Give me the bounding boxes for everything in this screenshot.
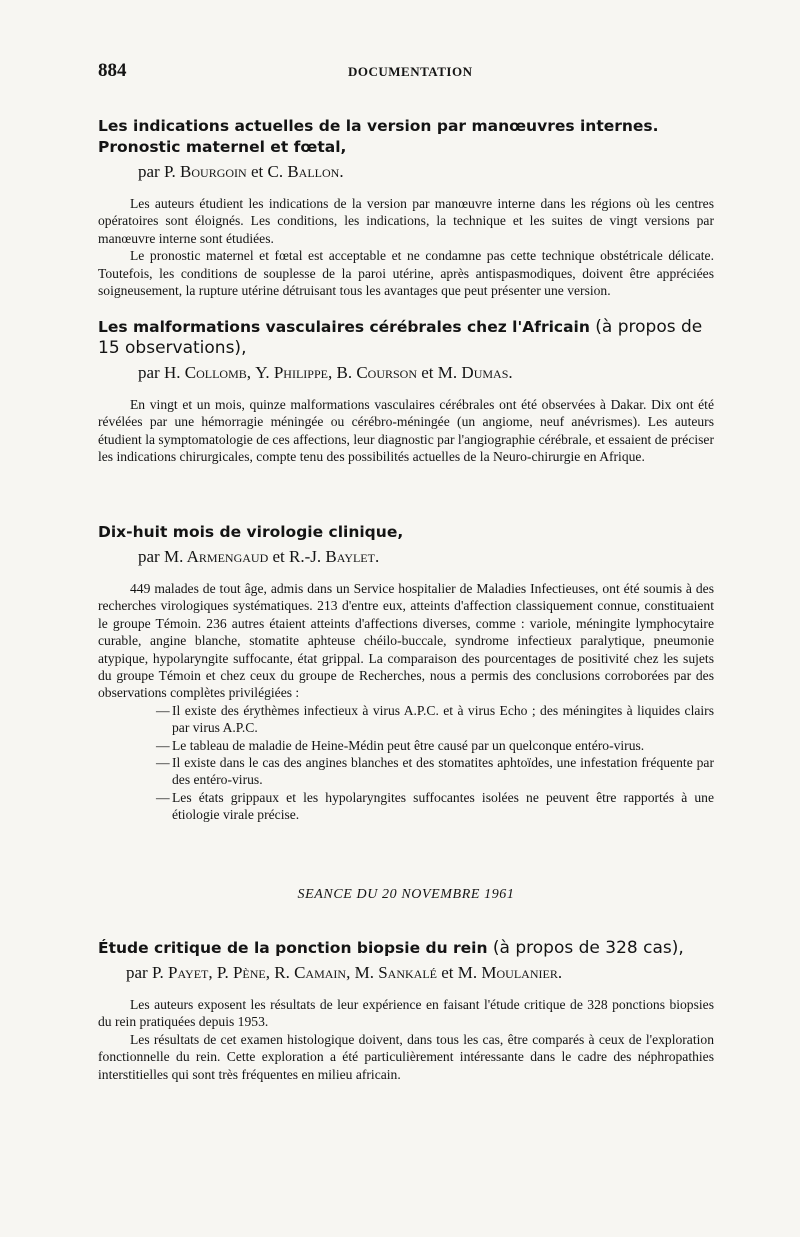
article-authors: par M. Armengaud et R.-J. Baylet. xyxy=(138,547,380,566)
abstract-paragraph: Les résultats de cet examen histologique doivent, dans tous les cas, être comparés à ceux de l'exploration fonctionnelle du rein. Cette exploration a été particulièrement intéressante dans le cadre des néphropathies interstitielles qui sont très fréquentes en milieu africain. xyxy=(98,1031,714,1082)
abstract-paragraph: Les auteurs exposent les résultats de leur expérience en faisant l'étude critique de 328 ponctions biopsies du rein pratiquées depuis 1953. xyxy=(98,997,714,1030)
running-title: DOCUMENTATION xyxy=(348,64,473,79)
document-page xyxy=(98,60,714,1082)
list-item: — Il existe dans le cas des angines blanches et des stomatites aphtoïdes, une infestation fréquente par des entéro-virus. xyxy=(156,755,714,788)
article-abstract xyxy=(98,396,714,466)
abstract-paragraph: En vingt et un mois, quinze malformations vasculaires cérébrales ont été observées à Dakar. Dix ont été révélées par une hémorragie méningée ou cérébro-méningée (un angiome, neuf anévrismes). Les auteurs étudient la symptomatologie de ces affections, leur diagnostic par l'angiographie cérébrale, et essaient de préciser les indications chirurgicales, compte tenu des possibilités actuelles de la Neuro-chirurgie en Afrique. xyxy=(98,397,714,465)
findings-list xyxy=(98,702,714,824)
article-title: Dix-huit mois de virologie clinique, xyxy=(98,523,404,541)
list-item: — Le tableau de maladie de Heine-Médin peut être causé par un quelconque entéro-virus. xyxy=(156,737,645,753)
article-title: Les indications actuelles de la version par manœuvres internes. Pronostic maternel et fœtal, xyxy=(98,117,659,156)
page-number: 884 xyxy=(98,60,127,81)
article-title: Les malformations vasculaires cérébrales chez l'Africain (à propos de 15 observations), xyxy=(98,317,703,358)
article-abstract xyxy=(98,195,714,299)
list-item: — Il existe des érythèmes infectieux à virus A.P.C. et à virus Echo ; des méningites à liquides clairs par virus A.P.C. xyxy=(156,702,714,736)
page-header xyxy=(98,60,714,90)
abstract-paragraph: 449 malades de tout âge, admis dans un Service hospitalier de Maladies Infectieuses, ont été soumis à des recherches virologiques systématiques. 213 d'entre eux, atteints d'affection classiquement connue, constituaient le groupe Témoin. 236 autres étaient atteints d'affections diverses, comme : variole, méningite lymphocytaire curable, angine blanche, stomatite aphteuse chéilo-buccale, syndrome infectieux paralytique, pneumonie atypique, hypolaryngite suffocante, état grippal. La comparaison des pourcentages de positivité chez les sujets du groupe Témoin et chez ceux du groupe de Recherches, nous a permis des conclusions corroborées par des observations complètes privilégiées : xyxy=(98,581,714,701)
article-abstract xyxy=(98,996,714,1083)
abstract-paragraph: Le pronostic maternel et fœtal est acceptable et ne condamne pas cette technique obstétricale délicate. Toutefois, les conditions de souplesse de la paroi utérine, après antispasmodiques, doivent être appréciées soigneusement, la rupture utérine détruisant tous les avantages que peut présenter une version. xyxy=(98,248,714,299)
article-authors: par P. Bourgoin et C. Ballon. xyxy=(138,162,344,181)
article-version-manoeuvres xyxy=(98,116,714,299)
article-authors: par P. Payet, P. Pène, R. Camain, M. Sankalé et M. Moulanier. xyxy=(126,963,563,982)
session-heading: SEANCE DU 20 NOVEMBRE 1961 xyxy=(297,887,515,902)
abstract-paragraph: Les auteurs étudient les indications de la version par manœuvre interne dans les régions où les centres opératoires sont éloignés. Les conditions, les indications, la technique et les suites de vingt versions par manœuvre interne sont étudiées. xyxy=(98,196,714,246)
article-title: Étude critique de la ponction biopsie du rein (à propos de 328 cas), xyxy=(98,938,684,958)
list-item: — Les états grippaux et les hypolaryngites suffocantes isolées ne peuvent être rapportés à une étiologie virale précise. xyxy=(156,789,714,823)
article-authors: par H. Collomb, Y. Philippe, B. Courson et M. Dumas. xyxy=(138,363,513,382)
article-virologie-clinique xyxy=(98,522,714,824)
article-malformations-vasculaires xyxy=(98,317,714,466)
article-ponction-biopsie xyxy=(98,938,714,1083)
article-abstract xyxy=(98,580,714,824)
